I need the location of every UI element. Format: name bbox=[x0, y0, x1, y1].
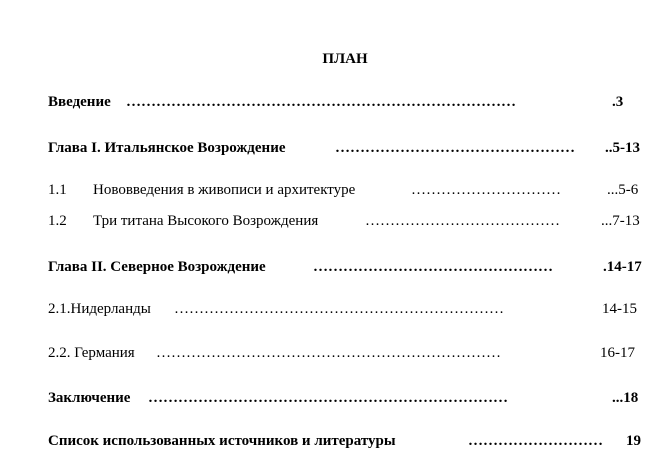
toc-entry-page: 14-15 bbox=[602, 301, 637, 317]
toc-entry-label: Глава II. Северное Возрождение bbox=[48, 259, 266, 275]
toc-entry-label: Три титана Высокого Возрождения bbox=[93, 213, 319, 229]
toc-entry-leader: ………………………………… bbox=[365, 213, 560, 229]
toc-entry-bibliography bbox=[0, 431, 666, 451]
toc-entry-introduction bbox=[0, 92, 666, 112]
toc-entry-leader: ………………………………………… bbox=[313, 259, 553, 275]
toc-entry-label: Заключение bbox=[48, 390, 131, 406]
toc-entry-conclusion bbox=[0, 388, 666, 408]
toc-entry-leader: ………………………………………… bbox=[335, 140, 575, 156]
toc-entry-page: ...5-6 bbox=[607, 182, 639, 198]
toc-entry-leader: ………………………… bbox=[411, 182, 561, 198]
toc-entry-section-2-1 bbox=[0, 299, 666, 319]
toc-entry-page: 16-17 bbox=[600, 345, 635, 361]
toc-entry-page: .3 bbox=[612, 94, 624, 110]
toc-entry-leader: ……………………… bbox=[468, 433, 603, 449]
toc-entry-section-2-2 bbox=[0, 343, 666, 363]
toc-entry-page: 19 bbox=[626, 433, 641, 449]
toc-entry-leader: ……………………………………………………………… bbox=[148, 390, 508, 406]
toc-entry-page: .14-17 bbox=[603, 259, 642, 275]
toc-entry-section-1-1 bbox=[0, 180, 666, 200]
toc-entry-label: 2.1.Нидерланды bbox=[48, 301, 151, 317]
toc-entry-label: 2.2. Германия bbox=[48, 345, 135, 361]
toc-entry-number: 1.1 bbox=[48, 182, 67, 198]
toc-entry-section-1-2 bbox=[0, 211, 666, 231]
toc-entry-number: 1.2 bbox=[48, 213, 67, 229]
toc-entry-leader: …………………………………………………………… bbox=[156, 345, 501, 361]
toc-entry-chapter-1 bbox=[0, 138, 666, 158]
toc-entry-label: Нововведения в живописи и архитектуре bbox=[93, 182, 356, 198]
toc-entry-label: Глава I. Итальянское Возрождение bbox=[48, 140, 286, 156]
toc-entry-chapter-2 bbox=[0, 257, 666, 277]
toc-entry-page: ..5-13 bbox=[605, 140, 640, 156]
toc-entry-page: ...18 bbox=[612, 390, 639, 406]
toc-entry-label: Список использованных источников и литературы bbox=[48, 433, 396, 449]
toc-entry-leader: ………………………………………………………… bbox=[174, 301, 504, 317]
document-title: ПЛАН bbox=[322, 51, 368, 67]
toc-entry-label: Введение bbox=[48, 94, 111, 110]
toc-entry-leader: …………………………………………………………………… bbox=[126, 94, 516, 110]
toc-entry-page: ...7-13 bbox=[601, 213, 640, 229]
